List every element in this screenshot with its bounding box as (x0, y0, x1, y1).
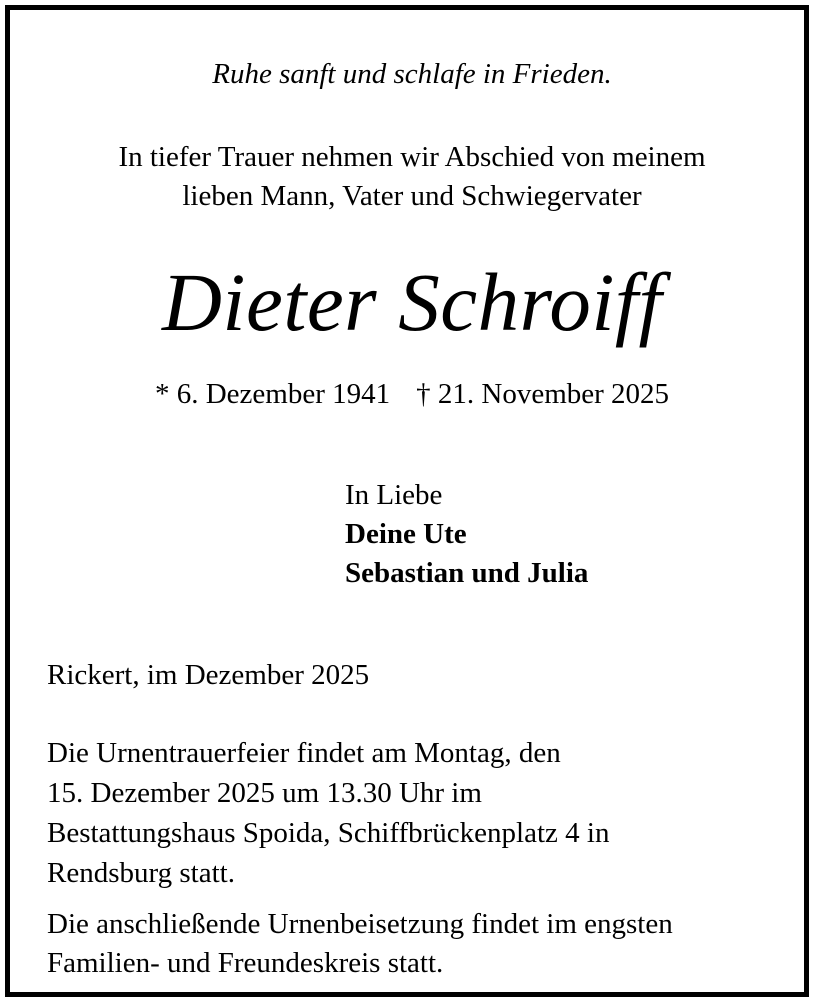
burial-line: Familien- und Freundeskreis statt. (47, 947, 444, 979)
obituary-frame (5, 5, 809, 997)
place-date: Rickert, im Dezember 2025 (47, 659, 370, 691)
love-label: In Liebe (345, 479, 443, 511)
mourner-name: Deine Ute (345, 518, 467, 550)
death-date: † 21. November 2025 (416, 378, 670, 410)
intro-text (10, 138, 814, 216)
birth-date: * 6. Dezember 1941 (154, 378, 391, 410)
motto-text: Ruhe sanft und schlafe in Frieden. (212, 58, 612, 90)
service-line: Rendsburg statt. (47, 857, 235, 889)
deceased-name: Dieter Schroiff (161, 256, 663, 348)
service-info (47, 733, 609, 893)
mourner-name: Sebastian und Julia (345, 557, 589, 589)
life-dates (10, 374, 814, 414)
intro-line: In tiefer Trauer nehmen wir Abschied von meinem (118, 141, 706, 173)
service-line: Die Urnentrauerfeier findet am Montag, den (47, 737, 561, 769)
intro-line: lieben Mann, Vater und Schwiegervater (182, 180, 642, 212)
service-line: Bestattungshaus Spoida, Schiffbrückenplatz 4 in (47, 817, 610, 849)
burial-line: Die anschließende Urnenbeisetzung findet im engsten (47, 908, 673, 940)
service-line: 15. Dezember 2025 um 13.30 Uhr im (47, 777, 482, 809)
mourners-block (345, 476, 588, 593)
burial-info (47, 905, 673, 983)
